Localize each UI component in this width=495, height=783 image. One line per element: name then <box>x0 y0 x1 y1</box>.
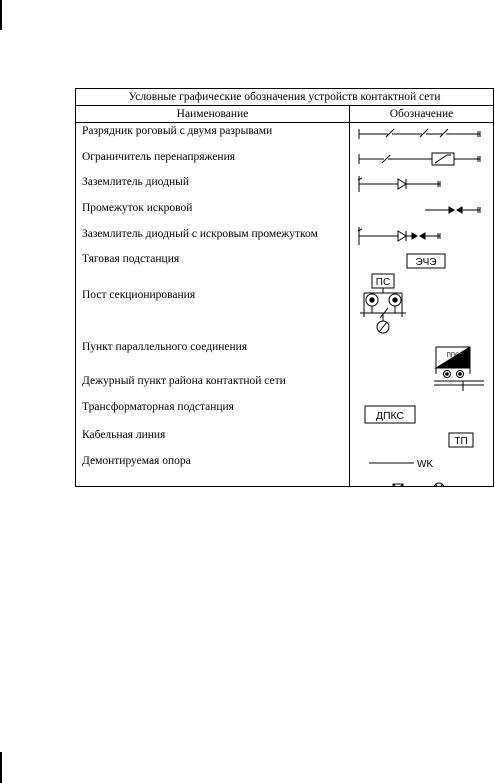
page-edge-mark-top <box>0 0 2 30</box>
table-body-row <box>76 123 494 487</box>
column-header-symbol: Обозначение <box>350 106 494 123</box>
table-header-row <box>76 106 494 123</box>
row-name-dismantled-pole: Демонтируемая опора <box>82 455 191 467</box>
symbols-legend-table <box>75 88 494 487</box>
diode-earthing-symbol <box>358 176 440 192</box>
column-header-name: Наименование <box>76 106 350 123</box>
diode-earthing-spark-gap-symbol <box>358 227 440 245</box>
cable-line-label: WK <box>417 459 434 470</box>
symbols-drawing <box>350 123 494 486</box>
row-name-traction-substation: Тяговая подстанция <box>82 253 180 265</box>
dismantled-pole-symbol <box>393 483 444 486</box>
traction-substation-label: ЭЧЭ <box>415 257 437 268</box>
symbols-column <box>350 123 494 487</box>
row-name-horn-arrester: Разрядник роговый с двумя разрывами <box>82 125 273 137</box>
surge-limiter-symbol <box>359 153 480 165</box>
row-name-parallel-connection-point: Пункт параллельного соединения <box>82 341 248 353</box>
row-name-spark-gap: Промежуток искровой <box>82 202 193 214</box>
horn-arrester-symbol <box>359 129 480 139</box>
row-name-diode-earthing-spark-gap: Заземлитель диодный с искровым промежутком <box>82 228 318 240</box>
parallel-connection-point-label: ППС <box>446 353 460 359</box>
spark-gap-symbol <box>425 207 480 213</box>
names-column <box>76 123 350 487</box>
row-name-diode-earthing: Заземлитель диодный <box>82 176 189 188</box>
row-name-duty-point: Дежурный пункт района контактной сети <box>82 375 286 387</box>
table-title: Условные графические обозначения устройств контактной сети <box>76 89 494 106</box>
row-name-surge-limiter: Ограничитель перенапряжения <box>82 151 236 163</box>
row-name-sectioning-post: Пост секционирования <box>82 289 196 301</box>
transformer-substation-label: ТП <box>454 436 468 447</box>
page-edge-mark-bottom <box>0 752 2 783</box>
sectioning-post-label: ПС <box>375 277 391 288</box>
duty-point-label: ДПКС <box>375 410 405 422</box>
row-name-transformer-substation: Трансформаторная подстанция <box>82 401 234 413</box>
table-title-row <box>76 89 494 106</box>
row-name-cable-line: Кабельная линия <box>82 429 166 441</box>
